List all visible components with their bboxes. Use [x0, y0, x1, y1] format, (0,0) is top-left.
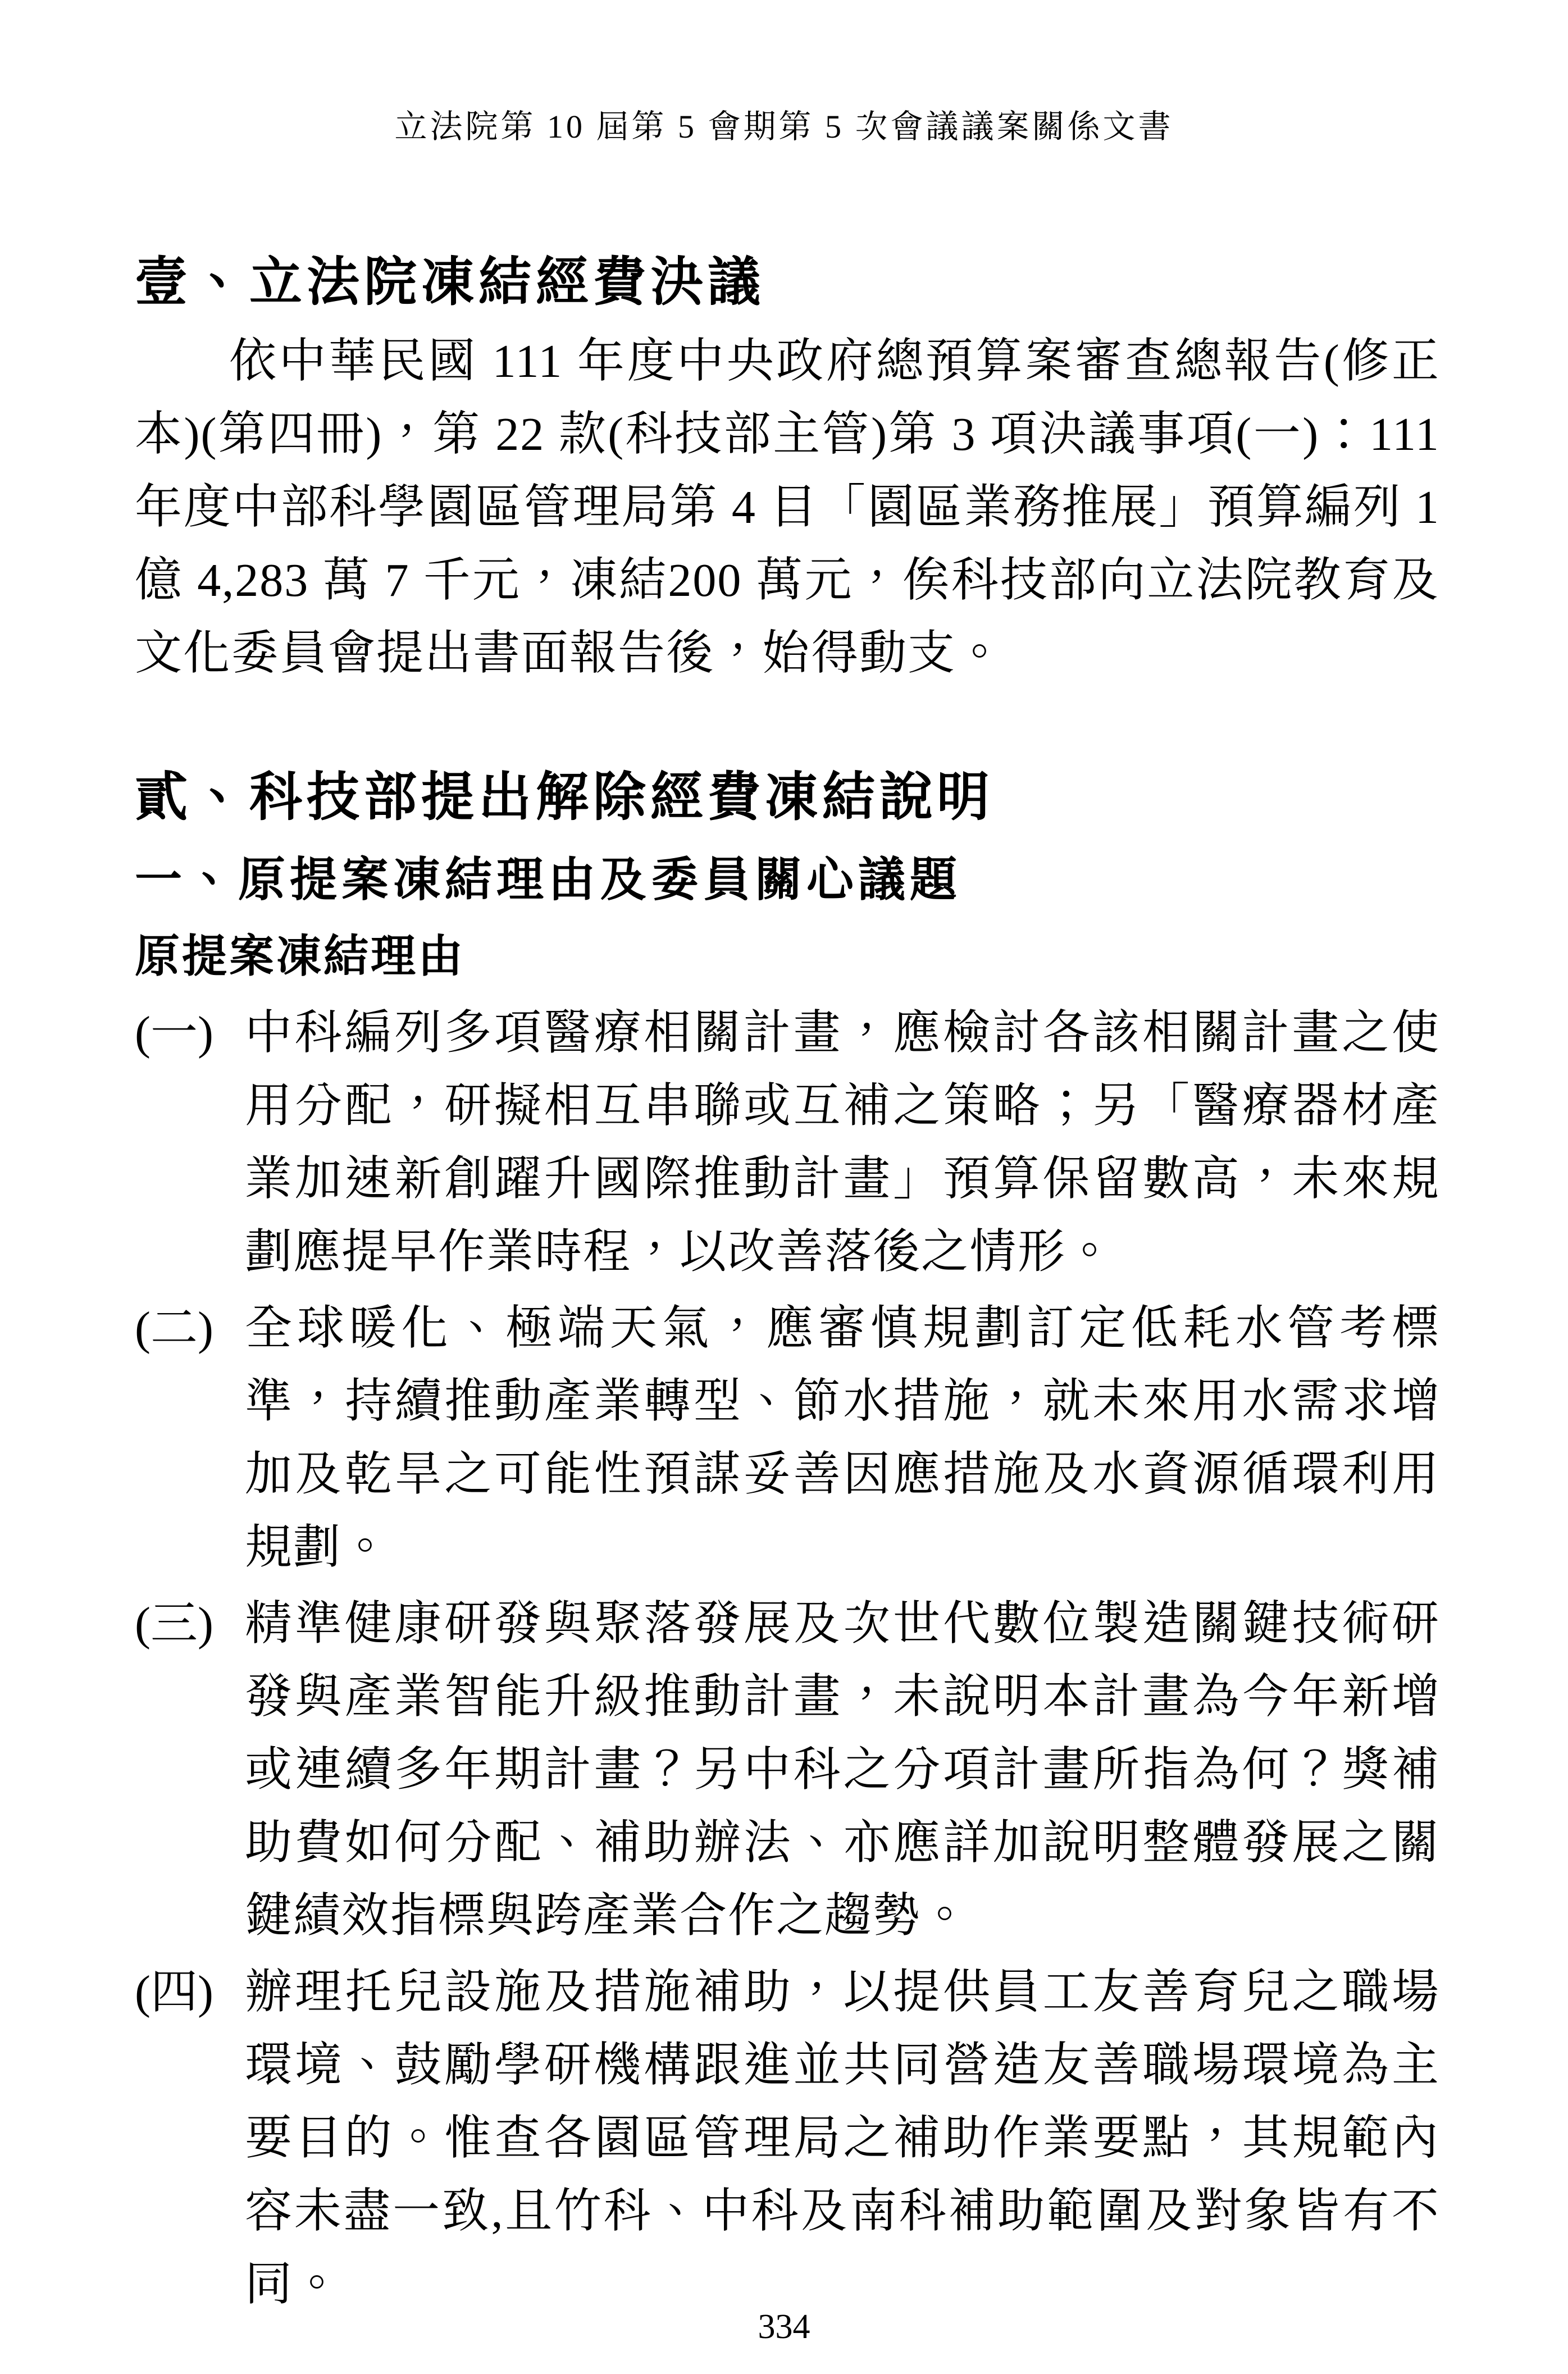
reason-item-4-label: (四)	[135, 1966, 213, 2018]
section-two-subsection-title: 一、原提案凍結理由及委員關心議題	[135, 854, 962, 906]
reason-item-3	[135, 1588, 1440, 1953]
reason-item-1-label: (一)	[135, 1006, 213, 1059]
reason-item-1-text: 中科編列多項醫療相關計畫，應檢討各該相關計畫之使用分配，研擬相互串聯或互補之策略；另「醫療器材產業加速新創躍升國際推動計畫」預算保留數高，未來規劃應提早作業時程，以改善落後之情形。	[245, 1006, 1440, 1278]
section-one-paragraph: 依中華民國 111 年度中央政府總預算案審查總報告(修正本)(第四冊)，第 22 款(科技部主管)第 3 項決議事項(一)：111 年度中部科學園區管理局第 4 目「園區業務推展」預算編列 1 億 4,283 萬 7 千元，凍結200 萬元，俟科技部向立法院教育及文化委員會提出書面報告後，始得動支。	[135, 335, 1440, 680]
section-one-title: 壹、立法院凍結經費決議	[135, 253, 765, 312]
reason-item-1	[135, 997, 1440, 1289]
reason-item-2-text: 全球暖化、極端天氣，應審慎規劃訂定低耗水管考標準，持續推動產業轉型、節水措施，就未來用水需求增加及乾旱之可能性預謀妥善因應措施及水資源循環利用規劃。	[245, 1302, 1440, 1574]
document-content	[135, 254, 1440, 2321]
reason-heading: 原提案凍結理由	[135, 932, 465, 982]
reason-item-3-label: (三)	[135, 1597, 213, 1650]
page-number: 334	[758, 2308, 810, 2346]
reason-item-2-label: (二)	[135, 1302, 213, 1355]
reason-item-3-text: 精準健康研發與聚落發展及次世代數位製造關鍵技術研發與產業智能升級推動計畫，未說明本計畫為今年新增或連續多年期計畫？另中科之分項計畫所指為何？獎補助費如何分配、補助辦法、亦應詳加說明整體發展之關鍵績效指標與跨產業合作之趨勢。	[245, 1597, 1440, 1942]
reason-item-2	[135, 1292, 1440, 1584]
section-two-title: 貳、科技部提出解除經費凍結說明	[135, 768, 995, 827]
reason-item-4	[135, 1956, 1440, 2321]
reason-item-4-text: 辦理托兒設施及措施補助，以提供員工友善育兒之職場環境、鼓勵學研機構跟進並共同營造友善職場環境為主要目的。惟查各園區管理局之補助作業要點，其規範內容未盡一致,且竹科、中科及南科補助範圍及對象皆有不同。	[245, 1966, 1440, 2311]
document-header: 立法院第 10 屆第 5 會期第 5 次會議議案關係文書	[394, 108, 1174, 145]
